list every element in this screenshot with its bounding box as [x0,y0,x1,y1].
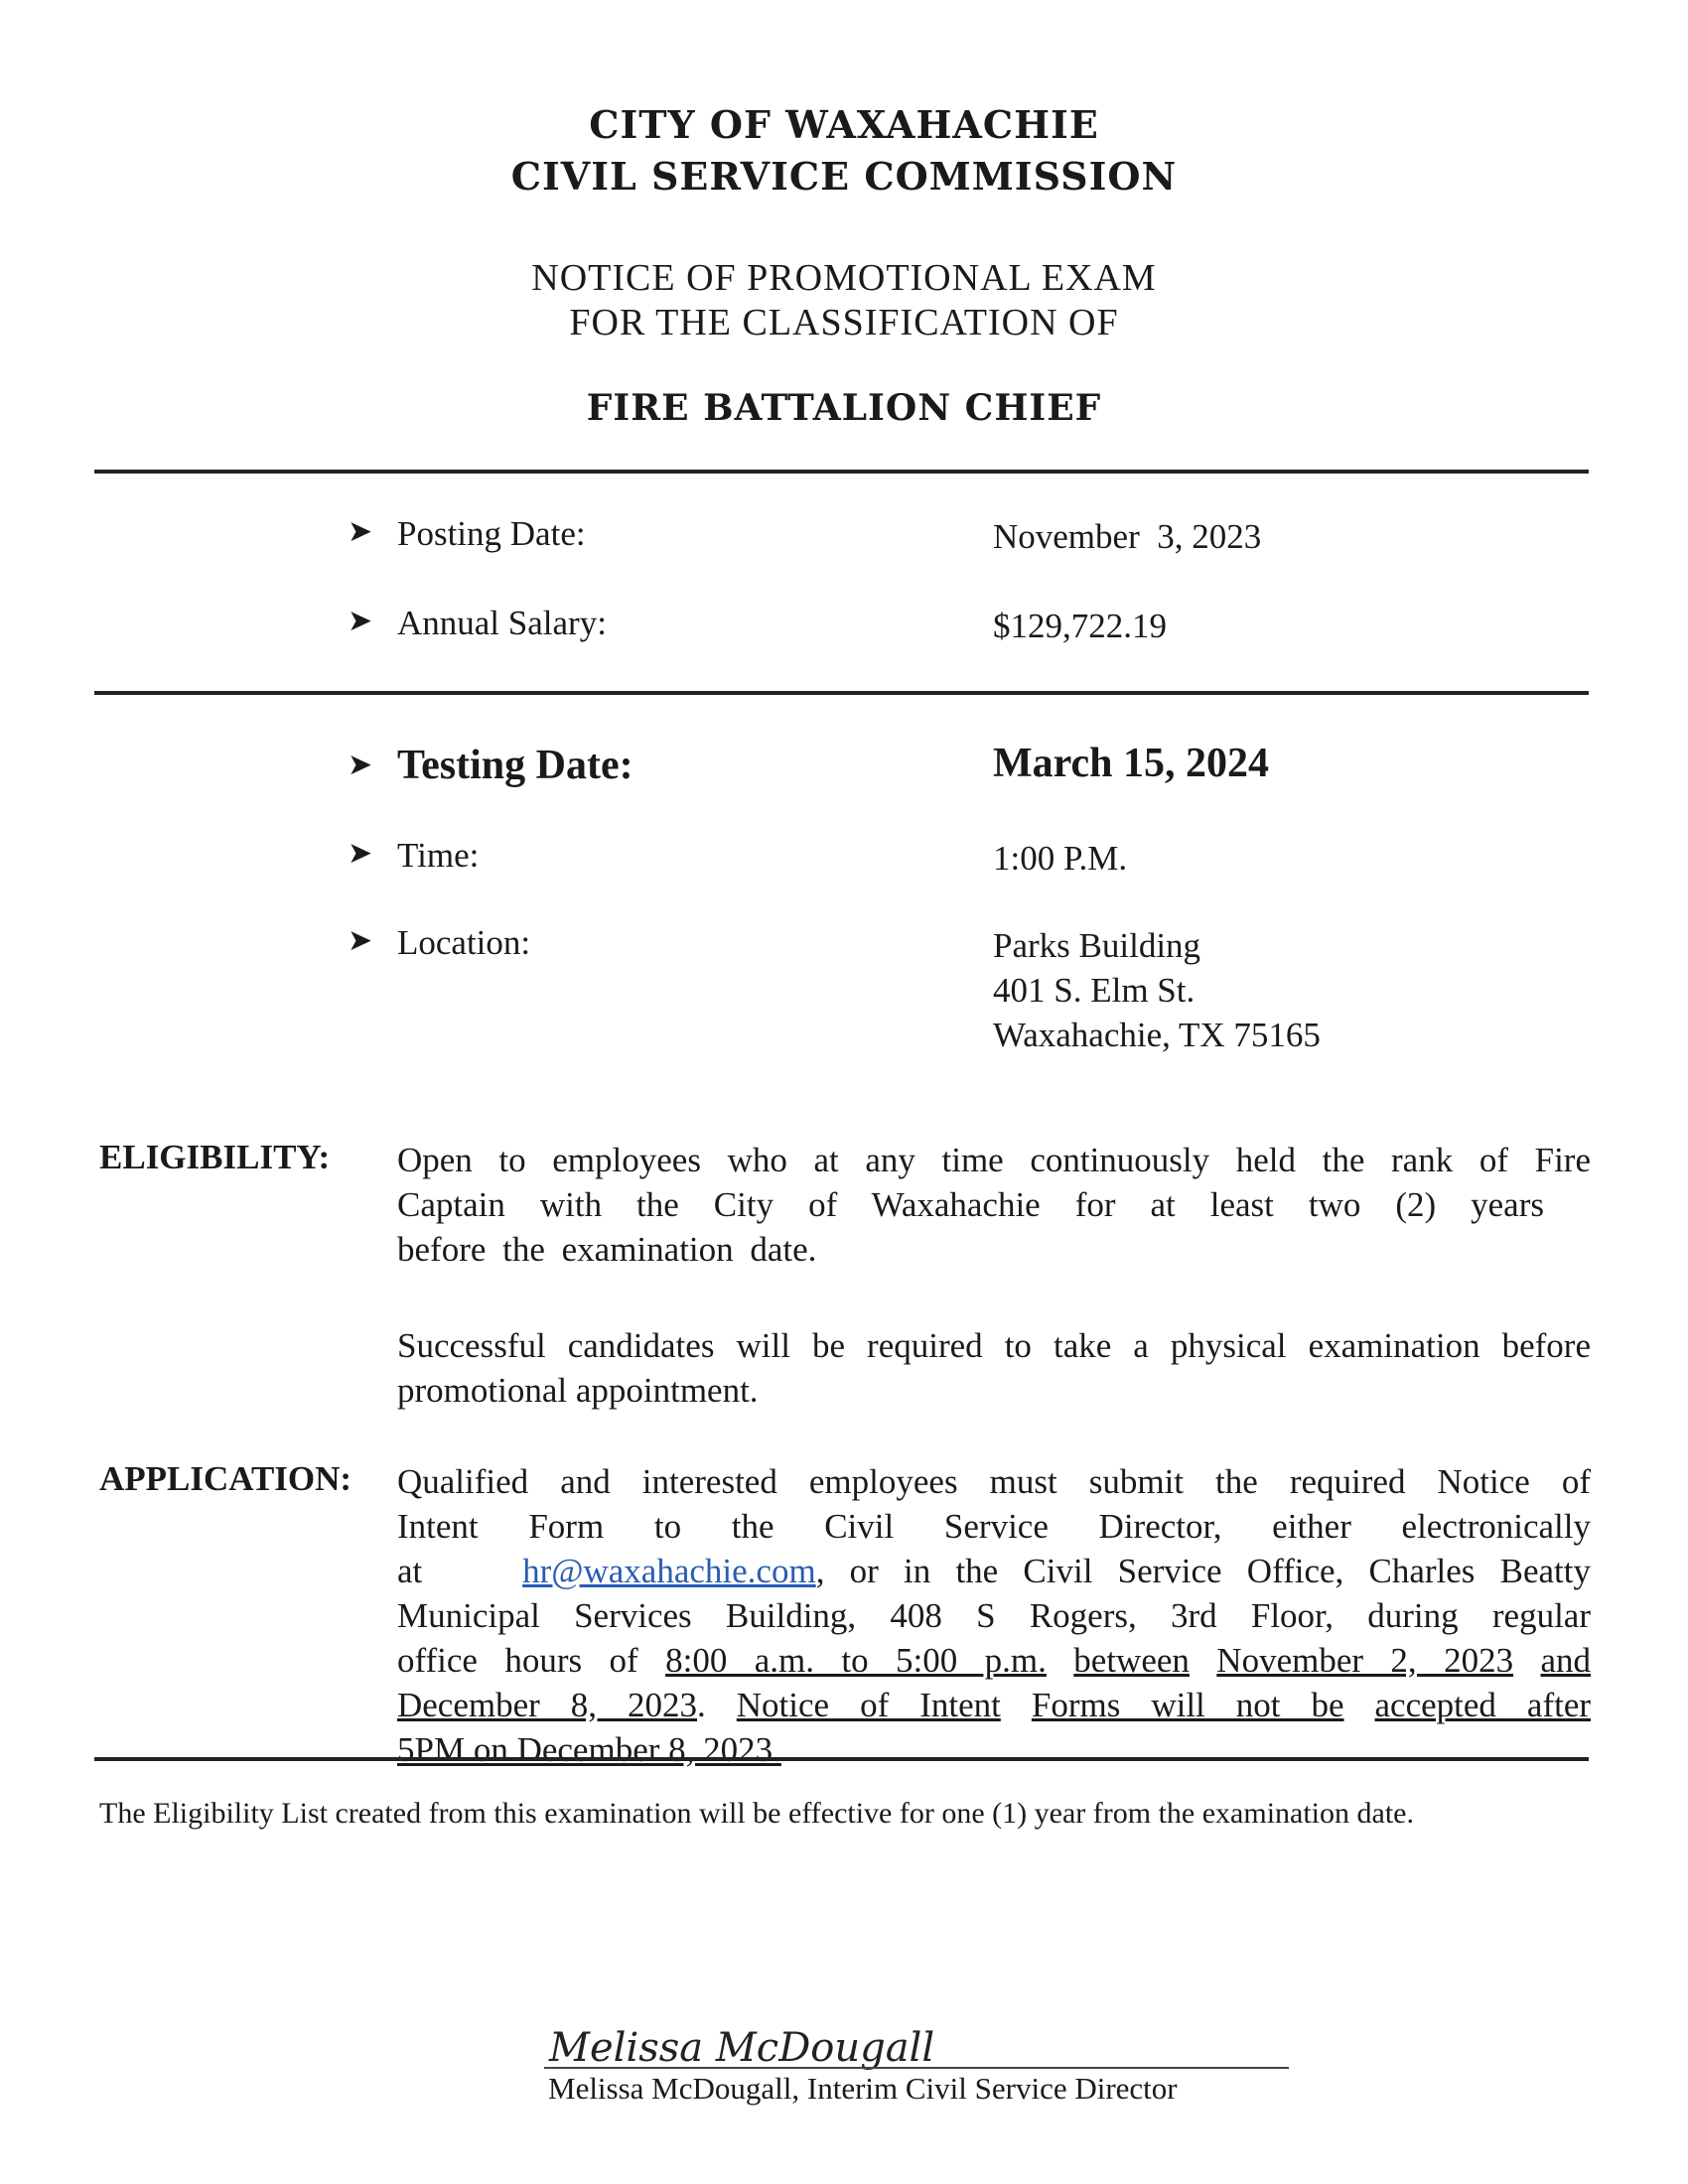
physical-exam-line: Successful candidates will be required to take a physical examination before [397,1326,1591,1365]
hr-email-link[interactable]: hr@waxahachie.com [522,1552,816,1590]
notice-title-line1: NOTICE OF PROMOTIONAL EXAM [531,257,1157,299]
city-title: CITY OF WAXAHACHIE [589,102,1099,147]
physical-exam-paragraph [397,1323,1591,1413]
divider-middle [94,691,1589,695]
forms-not-be-text: Forms will not be [1031,1686,1344,1724]
end-date: December 8, 2023 [397,1686,698,1724]
eligibility-list-note: The Eligibility List created from this examination will be effective for one (1) year from the examination date. [99,1797,1414,1830]
application-line: Intent Form to the Civil Service Director, either electronically [397,1507,1591,1546]
application-text: , or in the Civil Service Office, Charles Beatty [815,1552,1591,1590]
arrow-bullet-icon: ➤ [348,515,373,548]
application-line [397,1549,1591,1593]
annual-salary-row [0,604,1688,663]
office-hours: 8:00 a.m. to 5:00 p.m. [665,1641,1047,1680]
location-line: 401 S. Elm St. [993,971,1196,1010]
time-row [0,836,1688,895]
posting-date-label: Posting Date: [397,514,586,553]
time-value: 1:00 P.M. [993,839,1128,878]
application-line: December 8, 2023. Notice of Intent Forms will not be accepted after [397,1686,1592,1724]
testing-date-value: March 15, 2024 [993,741,1270,786]
posting-date-value: November 3, 2023 [993,517,1262,556]
location-label: Location: [397,923,531,962]
notice-of-intent-text: Notice of Intent [736,1686,1001,1724]
eligibility-line: Open to employees who at any time continuously held the rank of Fire [397,1141,1591,1179]
eligibility-label: ELIGIBILITY: [99,1138,331,1176]
arrow-bullet-icon: ➤ [348,749,373,781]
eligibility-line: Captain with the City of Waxahachie for at least two (2) years [397,1185,1544,1224]
application-label: APPLICATION: [99,1459,352,1498]
application-text: office hours of [397,1641,638,1680]
signature-script: Melissa McDougall [549,2025,935,2071]
location-line: Parks Building [993,926,1201,965]
arrow-bullet-icon: ➤ [348,605,373,637]
between-text: between [1073,1641,1190,1680]
notice-title-line2: FOR THE CLASSIFICATION OF [569,302,1119,343]
time-label: Time: [397,836,480,875]
accepted-after-text: accepted after [1374,1686,1592,1724]
posting-date-row [0,514,1688,574]
eligibility-paragraph [397,1138,1591,1272]
location-row [0,923,1688,1062]
signer-name-title: Melissa McDougall, Interim Civil Service Director [548,2071,1178,2106]
location-line: Waxahachie, TX 75165 [993,1016,1321,1054]
annual-salary-label: Annual Salary: [397,604,607,642]
testing-date-label: Testing Date: [397,743,633,788]
application-line [397,1727,1591,1772]
application-line: Qualified and interested employees must submit the required Notice of [397,1462,1591,1501]
divider-top [94,470,1589,474]
commission-title: CIVIL SERVICE COMMISSION [510,154,1178,199]
eligibility-line: before the examination date. [397,1230,817,1269]
application-line: Municipal Services Building, 408 S Rogers, 3rd Floor, during regular [397,1596,1591,1635]
annual-salary-value: $129,722.19 [993,607,1167,645]
arrow-bullet-icon: ➤ [348,924,373,957]
location-value [993,923,1321,1057]
signature-image [544,2013,981,2075]
application-paragraph [397,1459,1591,1772]
start-date: November 2, 2023 [1216,1641,1514,1680]
physical-exam-line: promotional appointment. [397,1371,759,1410]
divider-bottom [94,1757,1589,1761]
application-text: at [397,1552,423,1590]
testing-date-row [0,742,1688,801]
signature-line [544,2067,1289,2069]
and-text: and [1540,1641,1592,1680]
application-line [397,1638,1591,1683]
arrow-bullet-icon: ➤ [348,837,373,870]
classification-title: FIRE BATTALION CHIEF [586,387,1102,429]
deadline-text: 5PM on December 8, 2023. [397,1730,781,1769]
